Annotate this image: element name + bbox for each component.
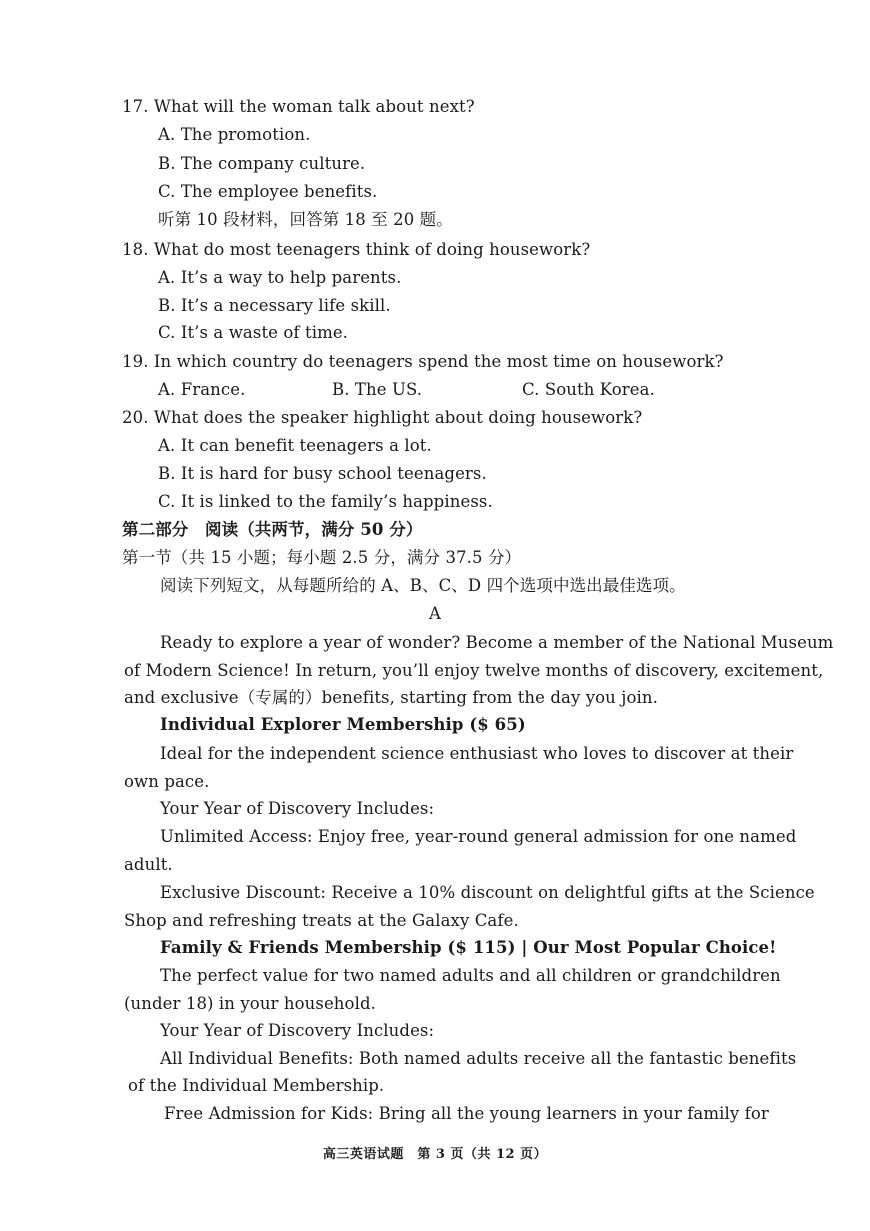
listening-instruction: 听第 10 段材料，回答第 18 至 20 题。 (158, 210, 453, 229)
passage-p5-line1: Exclusive Discount: Receive a 10% discount on delightful gifts at the Science (160, 883, 815, 902)
question-17-stem: 17. What will the woman talk about next? (122, 97, 475, 116)
question-19-option-c: C. South Korea. (522, 380, 655, 399)
includes-label-1: Your Year of Discovery Includes: (160, 799, 435, 818)
passage-p2-line1: Ideal for the independent science enthusiast who loves to discover at their (160, 744, 794, 763)
passage-p4-line1: Unlimited Access: Enjoy free, year-round general admission for one named (160, 827, 797, 846)
question-20-option-a: A. It can benefit teenagers a lot. (158, 436, 432, 455)
passage-p1-line1: Ready to explore a year of wonder? Become a member of the National Museum (160, 633, 834, 652)
question-20-option-c: C. It is linked to the family’s happiness. (158, 492, 493, 511)
question-20-option-b: B. It is hard for busy school teenagers. (158, 464, 487, 483)
family-membership-heading: Family & Friends Membership ($ 115) | Our Most Popular Choice! (160, 938, 777, 957)
question-17-option-c: C. The employee benefits. (158, 182, 378, 201)
passage-p8-line2: of the Individual Membership. (128, 1076, 385, 1095)
question-17-option-a: A. The promotion. (158, 125, 311, 144)
passage-label: A (428, 604, 442, 623)
question-19-option-a: A. France. (158, 380, 246, 399)
question-18-option-a: A. It’s a way to help parents. (158, 268, 402, 287)
passage-p1-line3: and exclusive（专属的）benefits, starting from the day you join. (124, 688, 658, 707)
reading-directions: 阅读下列短文，从每题所给的 A、B、C、D 四个选项中选出最佳选项。 (160, 576, 686, 595)
passage-p2-line2: own pace. (124, 772, 210, 791)
part-title: 第二部分 阅读（共两节，满分 50 分） (122, 520, 423, 539)
includes-label-2: Your Year of Discovery Includes: (160, 1021, 435, 1040)
passage-p6-line2: (under 18) in your household. (124, 994, 376, 1013)
individual-membership-heading: Individual Explorer Membership ($ 65) (160, 715, 526, 734)
question-19-stem: 19. In which country do teenagers spend the most time on housework? (122, 352, 724, 371)
section-subtitle: 第一节（共 15 小题；每小题 2.5 分，满分 37.5 分） (122, 548, 522, 567)
question-20-stem: 20. What does the speaker highlight about doing housework? (122, 408, 643, 427)
question-18-stem: 18. What do most teenagers think of doing housework? (122, 240, 591, 259)
question-18-option-c: C. It’s a waste of time. (158, 323, 349, 342)
passage-p1-line2: of Modern Science! In return, you’ll enjoy twelve months of discovery, excitement, (124, 661, 824, 680)
page-footer: 高三英语试题 第 3 页（共 12 页） (322, 1147, 548, 1162)
question-18-option-b: B. It’s a necessary life skill. (158, 296, 391, 315)
passage-p4-line2: adult. (124, 855, 173, 874)
passage-p6-line1: The perfect value for two named adults and all children or grandchildren (160, 966, 781, 985)
question-19-options (158, 379, 758, 401)
question-19-option-b: B. The US. (332, 380, 423, 399)
passage-p5-line2: Shop and refreshing treats at the Galaxy Cafe. (124, 911, 519, 930)
question-17-option-b: B. The company culture. (158, 154, 366, 173)
passage-p9-line1: Free Admission for Kids: Bring all the young learners in your family for (164, 1104, 769, 1123)
passage-p8-line1: All Individual Benefits: Both named adults receive all the fantastic benefits (160, 1049, 797, 1068)
